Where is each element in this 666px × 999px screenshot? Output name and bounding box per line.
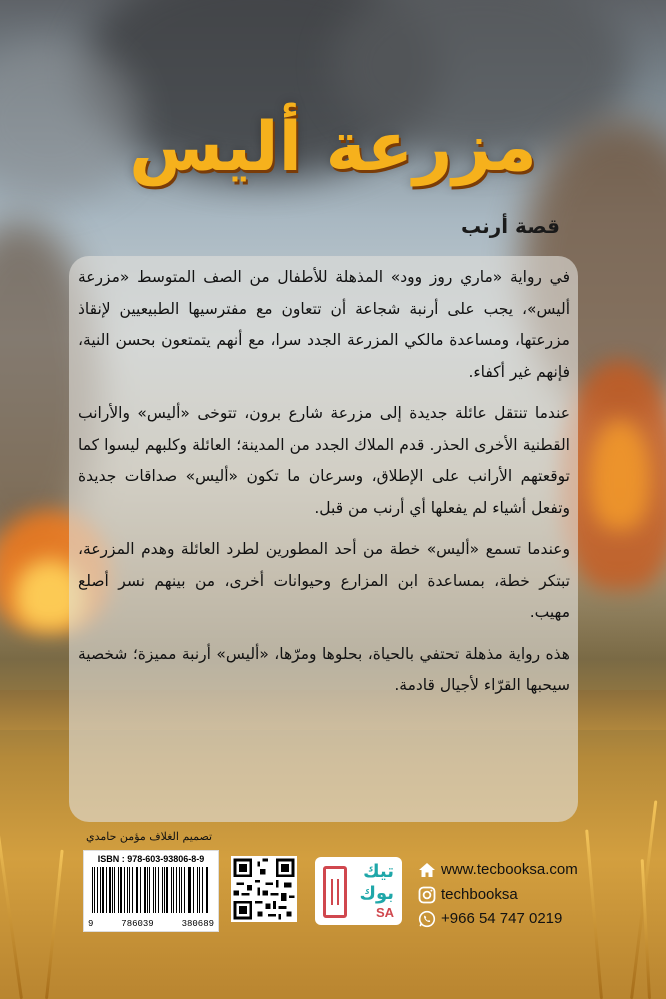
barcode-bar (179, 867, 180, 913)
home-icon (418, 861, 436, 879)
barcode-bar (149, 867, 150, 913)
barcode-bar (153, 867, 154, 913)
book-title: مزرعة أليس (129, 108, 537, 187)
barcode-bar (184, 867, 185, 913)
barcode-bar (120, 867, 122, 913)
synopsis-paragraph: عندما تنتقل عائلة جديدة إلى مزرعة شارع برون، تتوخى «أليس» والأرانب القطنية الأخرى الحذر. قدم الملاك الجدد من المدينة؛ العائلة وكلبهم ليسوا كما توقعتهم الأرانب على الإطلاق، وسرعان ما تكون «أليس» صداقات جديدة وتفعل أشياء لم يفعلها أي أرنب من قبل. (78, 404, 570, 517)
book-icon (323, 866, 347, 918)
barcode-bar (100, 867, 101, 913)
barcode-bar (94, 867, 95, 913)
barcode-bar (189, 867, 190, 913)
barcode-bar (171, 867, 172, 913)
barcode-bar (114, 867, 115, 913)
qr-code[interactable] (231, 856, 297, 922)
synopsis-text (78, 262, 570, 712)
synopsis-paragraph: في رواية «ماري روز وود» المذهلة للأطفال من الصف المتوسط «مزرعة أليس»، يجب على أرنبة شجاعة أن تتعاون مع مفترسيها الطبيعيين لإنقاذ مزرعتها، ومساعدة مالكي المزرعة الجدد سرا، مع أنهم يتمتعون بحسن النية، فإنهم غير أكفاء. (78, 268, 570, 381)
barcode-bar (188, 867, 189, 913)
barcode-bar (118, 867, 119, 913)
barcode-bar (207, 867, 208, 913)
barcode-bar (127, 867, 128, 913)
barcode-digit-group: 9 (88, 919, 94, 929)
phone-number[interactable]: +966 54 747 0219 (441, 910, 563, 927)
barcode-bar (155, 867, 156, 913)
barcode-bar (97, 867, 98, 913)
whatsapp-icon (418, 910, 436, 928)
barcode-bar (109, 867, 110, 913)
website-row[interactable] (418, 861, 578, 879)
barcode-bar (176, 867, 177, 913)
barcode-bar (164, 867, 165, 913)
instagram-handle[interactable]: techbooksa (441, 886, 518, 903)
barcode-bar (106, 867, 107, 913)
barcode-bar (193, 867, 195, 913)
book-subtitle: قصة أرنب (461, 214, 560, 238)
instagram-row[interactable] (418, 886, 518, 904)
barcode-bar (147, 867, 148, 913)
website-link[interactable]: www.tecbooksa.com (441, 861, 578, 878)
barcode-bar (162, 867, 163, 913)
barcode-bar (202, 867, 203, 913)
barcode-bar (206, 867, 207, 913)
barcode-bar (140, 867, 141, 913)
synopsis-paragraph: وعندما تسمع «أليس» خطة من أحد المطورين لطرد العائلة وهدم المزرعة، تبتكر خطة، بمساعدة ابن المزارع وحيوانات أخرى، من بينهم نسر أصلع مهيب. (78, 540, 570, 621)
barcode-bar (129, 867, 130, 913)
publisher-logo-line1: تيك (363, 861, 394, 882)
cover-design-credit: تصميم الغلاف مؤمن حامدي (86, 830, 213, 843)
barcode-bar (181, 867, 182, 913)
barcode-bar (199, 867, 200, 913)
barcode-bar (173, 867, 174, 913)
synopsis-paragraph: هذه رواية مذهلة تحتفي بالحياة، بحلوها ومرّها، «أليس» أرنبة مميزة؛ شخصية سيحبها القرّاء لأجيال قادمة. (78, 644, 570, 694)
barcode-bar (124, 867, 125, 913)
barcode-digit-group: 380689 (181, 919, 214, 929)
barcode-bar (197, 867, 198, 913)
barcode-bar (166, 867, 168, 913)
barcode-bar (158, 867, 159, 913)
publisher-logo-line2: بوك (359, 883, 394, 904)
publisher-logo-sa: SA (375, 905, 394, 920)
barcode-bar (102, 867, 104, 913)
barcode-bar (137, 867, 138, 913)
barcode-bar (136, 867, 137, 913)
barcode-bar (132, 867, 133, 913)
instagram-icon (418, 886, 436, 904)
barcode (83, 850, 219, 932)
barcode-digits (88, 919, 214, 929)
phone-row[interactable] (418, 910, 562, 928)
isbn-number: ISBN : 978-603-93806-8-9 (97, 854, 205, 864)
publisher-logo (315, 857, 402, 925)
barcode-bar (144, 867, 146, 913)
barcode-digit-group: 786039 (121, 919, 154, 929)
barcode-bars (92, 867, 210, 913)
barcode-bar (112, 867, 113, 913)
barcode-bar (92, 867, 93, 913)
